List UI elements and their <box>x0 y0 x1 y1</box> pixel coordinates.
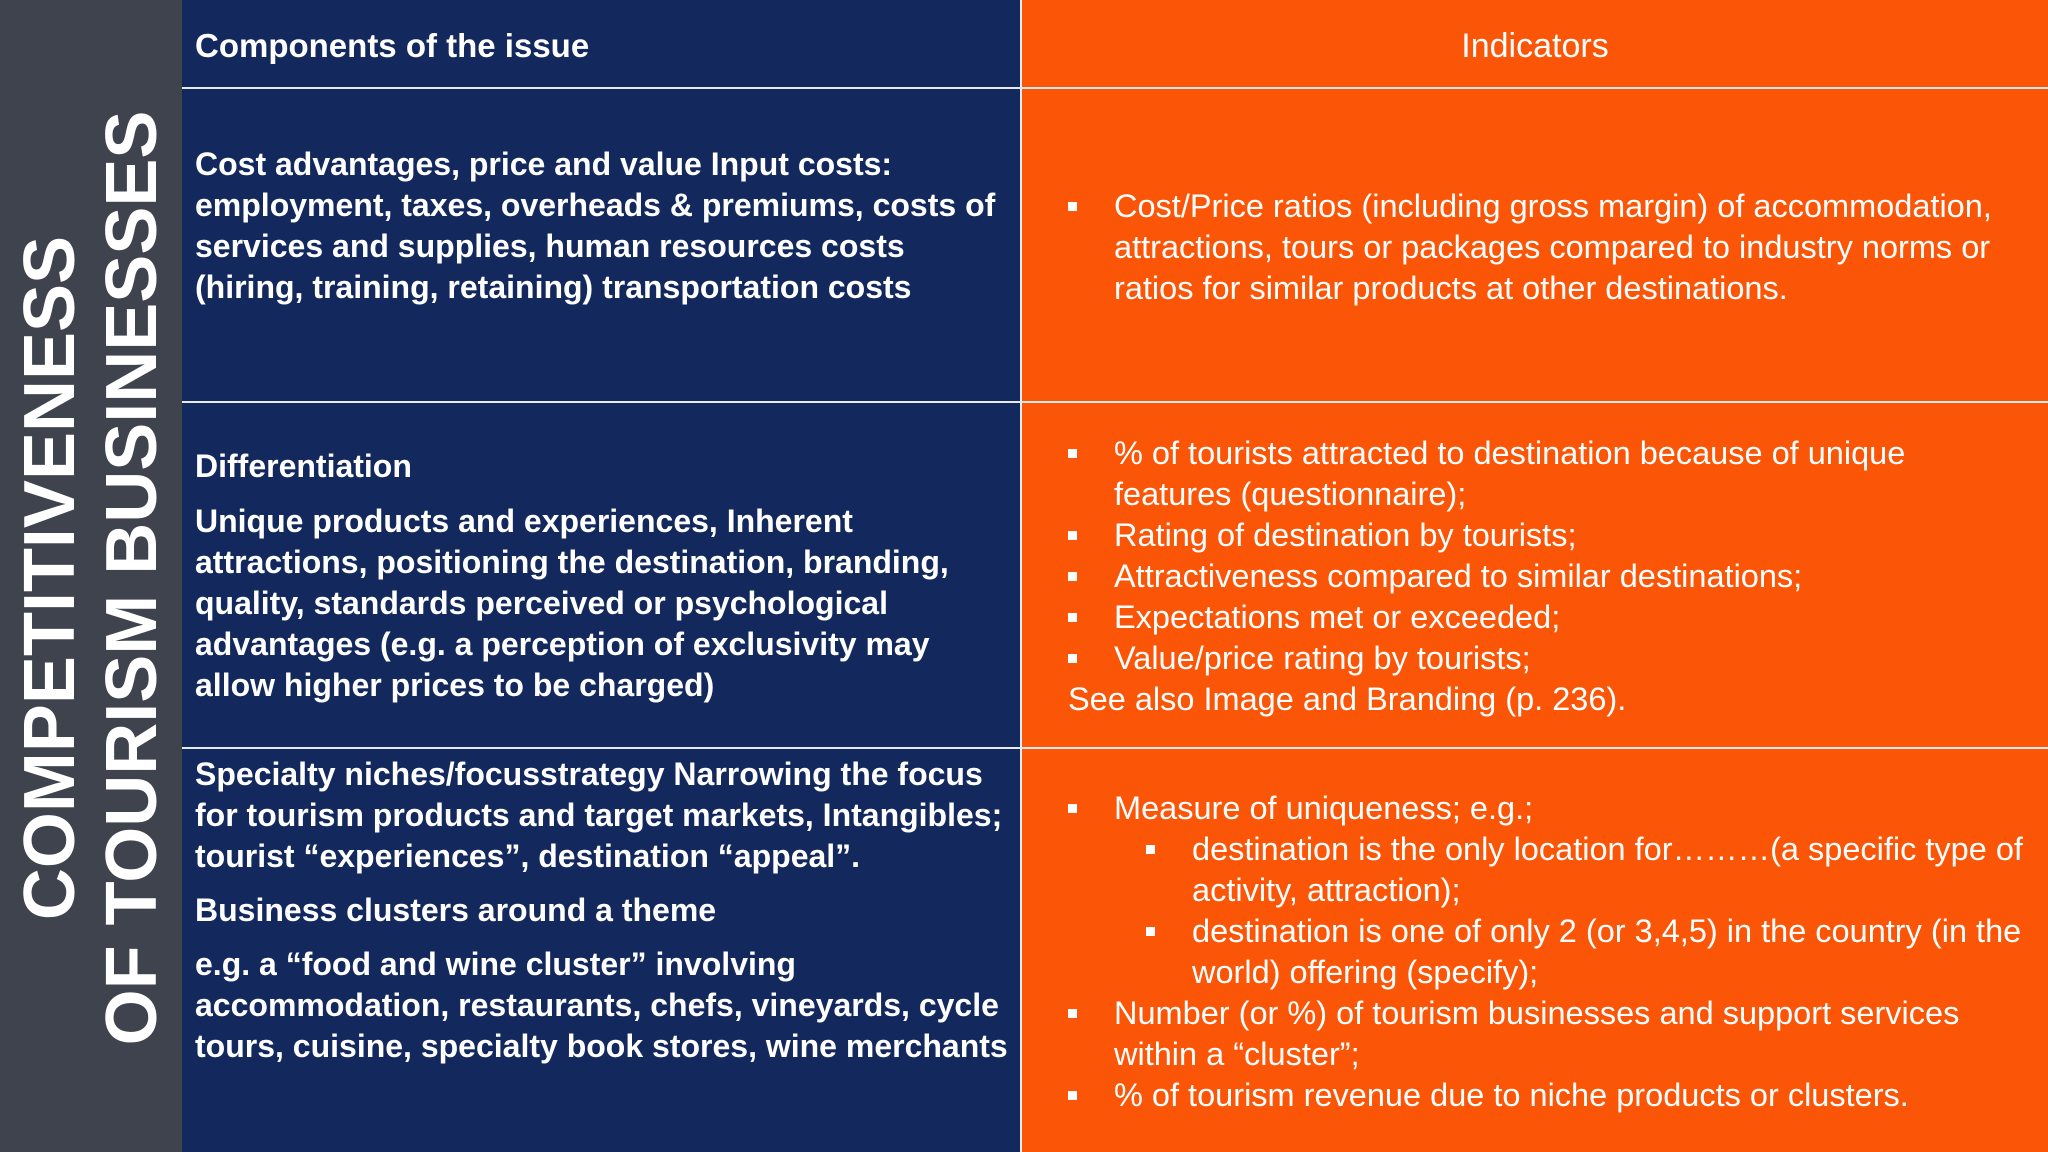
table-row-2-components <box>195 446 1010 706</box>
component-text: Unique products and experiences, Inherent attractions, positioning the destination, branding, quality, standards perceived or psychological advantages (e.g. a perception of exclusivity may allow higher prices to be charged) <box>195 503 949 703</box>
indicator-item: Number (or %) of tourism businesses and support services within a “cluster”; <box>1068 993 2033 1075</box>
row-divider <box>182 747 2048 749</box>
indicator-item: Rating of destination by tourists; <box>1068 515 2028 556</box>
column-divider <box>1020 0 1022 1152</box>
indicator-item: Expectations met or exceeded; <box>1068 597 2028 638</box>
indicator-subitem: destination is one of only 2 (or 3,4,5) in the country (in the world) offering (specify); <box>1068 911 2033 993</box>
component-heading: Business clusters around a theme <box>195 892 717 928</box>
component-text: Cost advantages, price and value Input costs: employment, taxes, overheads & premiums, costs of services and supplies, human resources costs (hiring, training, retaining) transportation costs <box>195 146 996 305</box>
header-indicators: Indicators <box>1461 27 1609 65</box>
table-row-1-components <box>195 144 1010 308</box>
vertical-title-line-2: OF TOURISM BUSINESSES <box>92 110 172 1046</box>
table-row-2-indicators <box>1068 433 2028 720</box>
component-text: Specialty niches/focusstrategy Narrowing the focus for tourism products and target markets, Intangibles; tourist “experiences”, destination “appeal”. <box>195 756 1003 874</box>
table-row-3-components <box>195 754 1010 1067</box>
indicator-item: Attractiveness compared to similar destinations; <box>1068 556 2028 597</box>
indicator-subitem: destination is the only location for………(a specific type of activity, attraction); <box>1068 829 2033 911</box>
component-text: e.g. a “food and wine cluster” involving accommodation, restaurants, chefs, vineyards, cycle tours, cuisine, specialty book stores, wine merchants <box>195 946 1008 1064</box>
indicator-item: Value/price rating by tourists; <box>1068 638 2028 679</box>
vertical-title <box>9 78 173 1078</box>
table-row-3-indicators <box>1068 788 2033 1116</box>
vertical-title-line-1: COMPETITIVENESS <box>10 235 90 921</box>
row-divider <box>182 401 2048 403</box>
component-heading: Differentiation <box>195 448 412 484</box>
indicator-item: Measure of uniqueness; e.g.; <box>1068 788 2033 829</box>
indicator-note: See also Image and Branding (p. 236). <box>1068 681 1627 717</box>
indicator-item: % of tourists attracted to destination because of unique features (questionnaire); <box>1068 433 2028 515</box>
indicator-item: % of tourism revenue due to niche products or clusters. <box>1068 1075 2033 1116</box>
indicator-item: Cost/Price ratios (including gross margin) of accommodation, attractions, tours or packages compared to industry norms or ratios for similar products at other destinations. <box>1068 186 2028 309</box>
sidebar <box>0 0 182 1152</box>
row-divider <box>182 87 2048 89</box>
table-row-1-indicators <box>1068 186 2028 309</box>
header-components: Components of the issue <box>195 27 590 64</box>
